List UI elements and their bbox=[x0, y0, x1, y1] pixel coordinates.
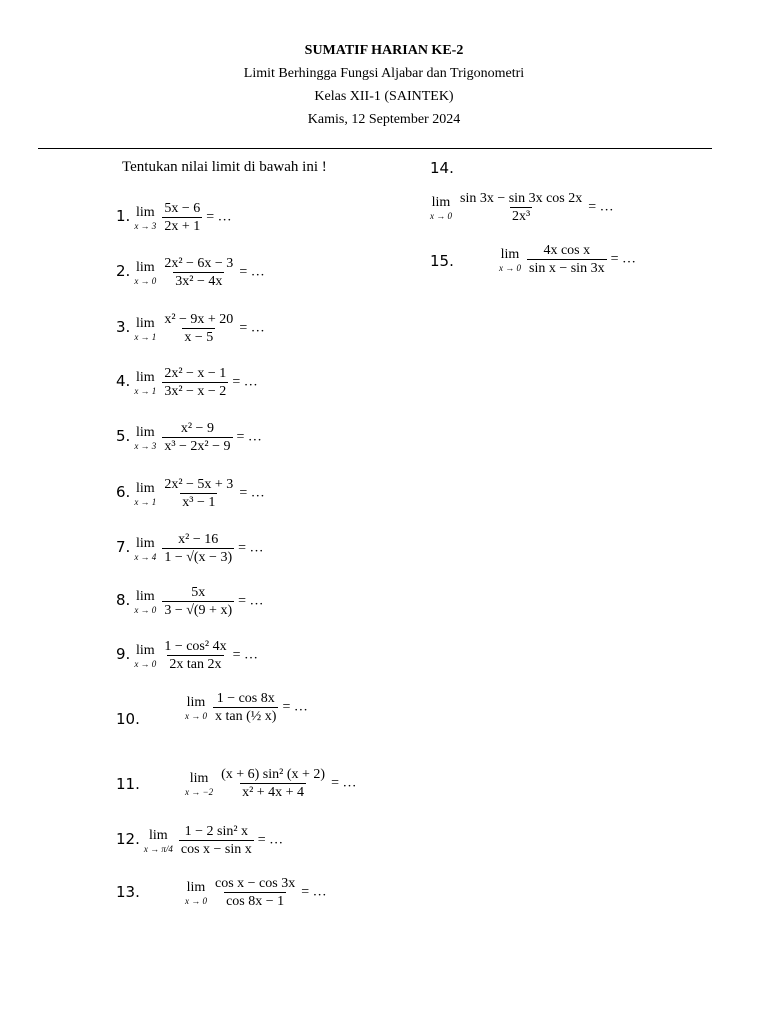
denominator: x³ − 1 bbox=[182, 495, 216, 510]
fraction bbox=[162, 584, 234, 619]
equals-ellipsis: = … bbox=[239, 264, 265, 280]
instruction-text: Tentukan nilai limit di bawah ini ! bbox=[122, 159, 327, 175]
denominator: 3x² − x − 2 bbox=[164, 384, 227, 399]
problem-number: 5. bbox=[116, 427, 131, 446]
problem-2 bbox=[116, 255, 265, 290]
problem-15-number: 15. bbox=[430, 252, 454, 270]
problem-10 bbox=[185, 690, 308, 725]
limit-operator: lim x → 0 bbox=[134, 259, 157, 286]
denominator: x³ − 2x² − 9 bbox=[164, 439, 231, 454]
limit-operator: lim x → 1 bbox=[134, 369, 157, 396]
limit-operator: lim x → 3 bbox=[134, 424, 157, 451]
problem-number: 1. bbox=[116, 207, 131, 226]
denominator: 3 − √(9 + x) bbox=[164, 603, 233, 618]
denominator: x tan (½ x) bbox=[215, 709, 277, 724]
limit-operator: lim x → 0 bbox=[430, 194, 452, 221]
equals-ellipsis: = … bbox=[301, 884, 327, 900]
numerator: 2x² − 6x − 3 bbox=[164, 256, 234, 271]
date-label: Kamis, 12 September 2024 bbox=[307, 112, 461, 127]
problem-number: 7. bbox=[116, 538, 131, 557]
limit-operator: lim x → 3 bbox=[134, 204, 157, 231]
problem-14 bbox=[430, 190, 614, 225]
fraction bbox=[213, 690, 278, 725]
problem-11 bbox=[185, 766, 356, 801]
numerator: sin 3x − sin 3x cos 2x bbox=[460, 191, 583, 206]
problem-3 bbox=[116, 311, 265, 346]
fraction bbox=[527, 242, 607, 277]
fraction bbox=[162, 200, 202, 235]
fraction bbox=[162, 365, 228, 400]
problem-4 bbox=[116, 365, 258, 400]
equals-ellipsis: = … bbox=[610, 251, 636, 267]
page-title: SUMATIF HARIAN KE-2 bbox=[304, 43, 464, 58]
equals-ellipsis: = … bbox=[239, 485, 265, 501]
denominator: x² + 4x + 4 bbox=[242, 785, 305, 800]
problem-12 bbox=[116, 823, 283, 858]
fraction bbox=[162, 255, 235, 290]
numerator: 5x − 6 bbox=[164, 201, 201, 216]
problem-number: 6. bbox=[116, 483, 131, 502]
problem-11-number: 11. bbox=[116, 775, 140, 793]
numerator: x² − 9x + 20 bbox=[164, 312, 234, 327]
limit-operator: lim x → 1 bbox=[134, 315, 157, 342]
numerator: 1 − 2 sin² x bbox=[184, 824, 249, 839]
denominator: cos x − sin x bbox=[180, 842, 252, 857]
problem-13 bbox=[185, 875, 327, 910]
equals-ellipsis: = … bbox=[206, 209, 232, 225]
problem-9 bbox=[116, 638, 258, 673]
equals-ellipsis: = … bbox=[232, 647, 258, 663]
fraction bbox=[179, 823, 254, 858]
problem-14-number: 14. bbox=[430, 159, 454, 177]
numerator: (x + 6) sin² (x + 2) bbox=[221, 767, 326, 782]
limit-operator: lim x → 0 bbox=[134, 642, 157, 669]
equals-ellipsis: = … bbox=[238, 540, 264, 556]
denominator: sin x − sin 3x bbox=[529, 261, 605, 276]
fraction bbox=[162, 531, 234, 566]
numerator: x² − 16 bbox=[178, 532, 219, 547]
numerator: 1 − cos 8x bbox=[216, 691, 275, 706]
equals-ellipsis: = … bbox=[257, 832, 284, 848]
limit-operator: lim x → 0 bbox=[185, 694, 207, 721]
problem-15 bbox=[499, 242, 636, 277]
equals-ellipsis: = … bbox=[588, 199, 614, 215]
limit-operator: lim x → 1 bbox=[134, 480, 157, 507]
problem-6 bbox=[116, 476, 265, 511]
problem-7 bbox=[116, 531, 264, 566]
header-divider bbox=[38, 148, 712, 149]
problem-number: 8. bbox=[116, 591, 131, 610]
denominator: 2x tan 2x bbox=[169, 657, 222, 672]
problem-5 bbox=[116, 420, 262, 455]
equals-ellipsis: = … bbox=[331, 775, 357, 791]
numerator: cos x − cos 3x bbox=[215, 876, 296, 891]
limit-operator: lim x → π/4 bbox=[143, 827, 173, 854]
fraction bbox=[219, 766, 327, 801]
fraction bbox=[162, 311, 235, 346]
numerator: 2x² − 5x + 3 bbox=[164, 477, 234, 492]
problem-13-number: 13. bbox=[116, 883, 140, 901]
fraction bbox=[162, 476, 235, 511]
denominator: 2x³ bbox=[512, 209, 531, 224]
limit-operator: lim x → −2 bbox=[185, 770, 214, 797]
problem-number: 3. bbox=[116, 318, 131, 337]
limit-operator: lim x → 4 bbox=[134, 535, 157, 562]
equals-ellipsis: = … bbox=[236, 429, 262, 445]
numerator: 5x bbox=[191, 585, 206, 600]
problem-number: 12. bbox=[116, 830, 140, 849]
fraction bbox=[458, 190, 584, 225]
numerator: 2x² − x − 1 bbox=[164, 366, 227, 381]
limit-operator: lim x → 0 bbox=[134, 588, 157, 615]
problem-1 bbox=[116, 200, 232, 235]
equals-ellipsis: = … bbox=[282, 699, 308, 715]
problem-number: 9. bbox=[116, 645, 131, 664]
fraction bbox=[162, 420, 232, 455]
class-label: Kelas XII-1 (SAINTEK) bbox=[314, 89, 454, 104]
equals-ellipsis: = … bbox=[238, 593, 264, 609]
fraction bbox=[213, 875, 297, 910]
numerator: 1 − cos² 4x bbox=[164, 639, 227, 654]
problem-10-number: 10. bbox=[116, 710, 140, 728]
denominator: cos 8x − 1 bbox=[226, 894, 285, 909]
equals-ellipsis: = … bbox=[239, 320, 265, 336]
problem-8 bbox=[116, 584, 264, 619]
limit-operator: lim x → 0 bbox=[499, 246, 521, 273]
denominator: x − 5 bbox=[184, 330, 214, 345]
denominator: 3x² − 4x bbox=[175, 274, 223, 289]
denominator: 1 − √(x − 3) bbox=[164, 550, 233, 565]
problem-number: 4. bbox=[116, 372, 131, 391]
numerator: x² − 9 bbox=[180, 421, 214, 436]
page-subtitle: Limit Berhingga Fungsi Aljabar dan Trigonometri bbox=[243, 66, 525, 81]
limit-operator: lim x → 0 bbox=[185, 879, 207, 906]
fraction bbox=[162, 638, 228, 673]
problem-number: 2. bbox=[116, 262, 131, 281]
equals-ellipsis: = … bbox=[232, 374, 258, 390]
numerator: 4x cos x bbox=[543, 243, 591, 258]
denominator: 2x + 1 bbox=[164, 219, 201, 234]
